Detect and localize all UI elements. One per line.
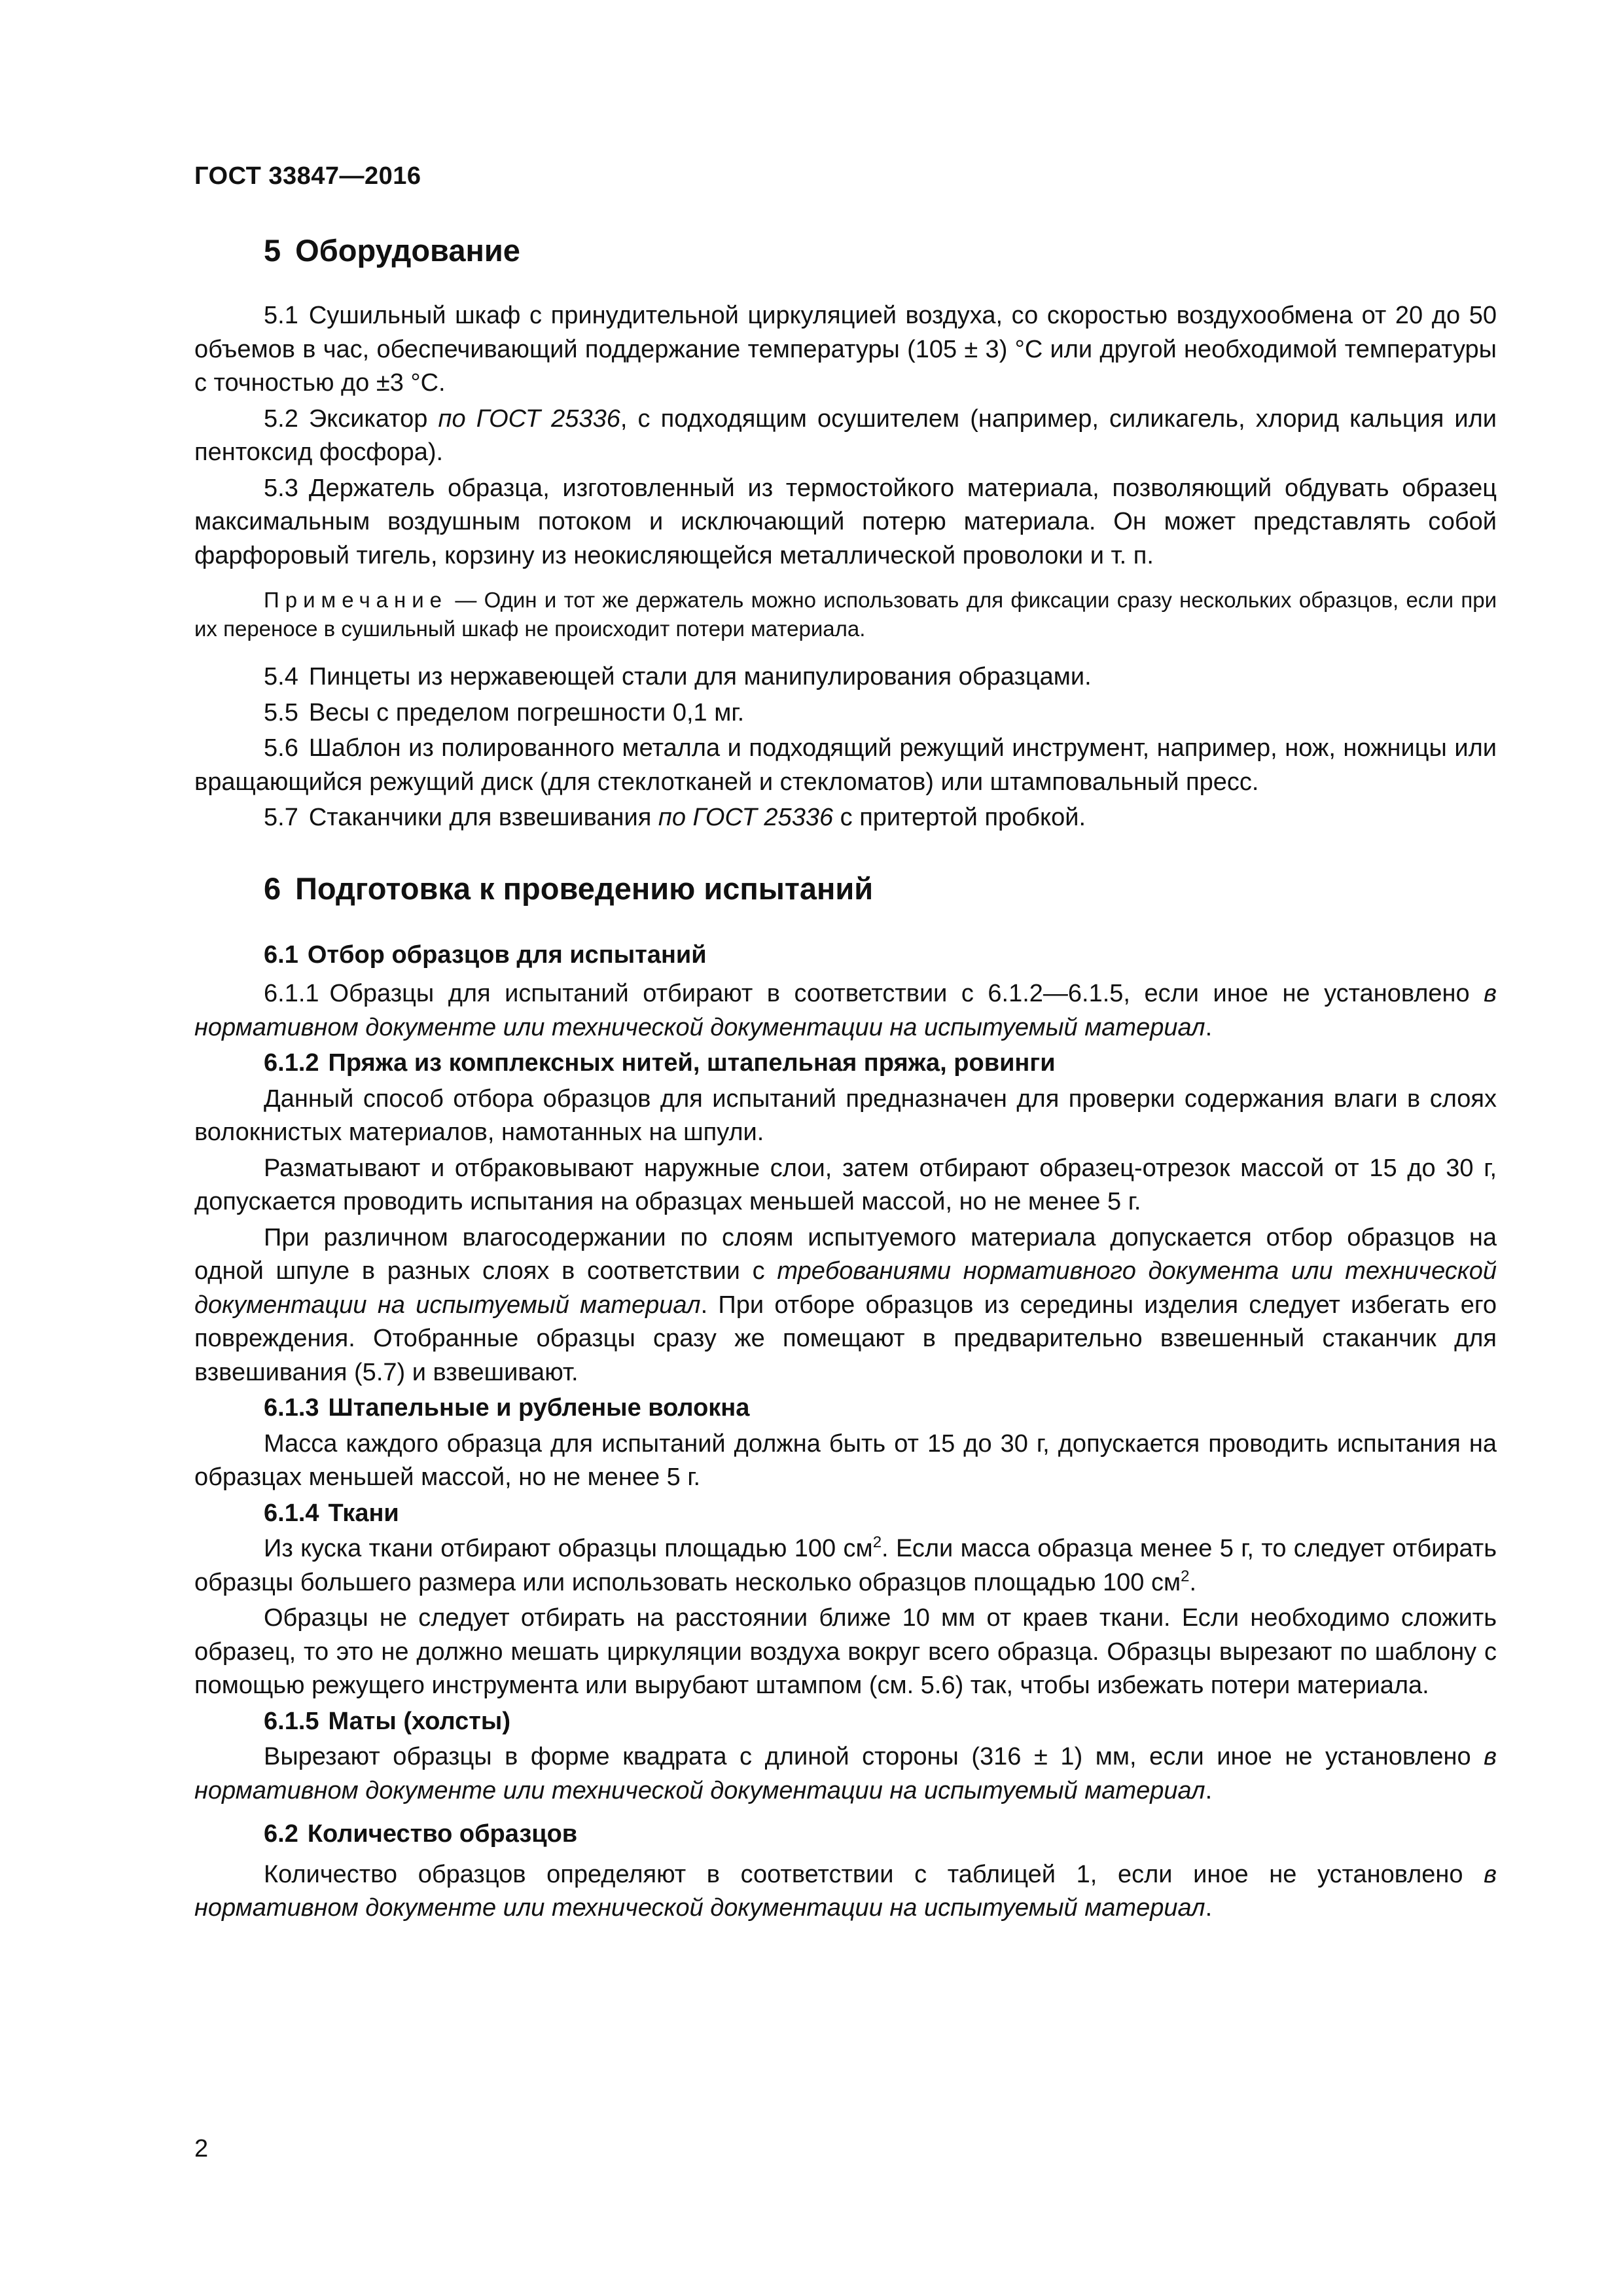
document-body xyxy=(194,224,1497,1928)
clause-number: 5.7 xyxy=(264,804,298,831)
document-reference: в нормативном документе или технической документации на испытуемый материал xyxy=(194,1860,1497,1922)
clause-number: 5.6 xyxy=(264,734,298,762)
page-number: 2 xyxy=(194,2135,209,2162)
clause-number: 5.1 xyxy=(264,302,298,329)
subsection-number: 6.1.4 xyxy=(264,1499,319,1527)
paragraph-text: . Если масса образца менее 5 г, то следует отбирать образцы большего размера или использовать несколько образцов площадью 100 см xyxy=(194,1535,1497,1596)
clause-text: Весы с пределом погрешности 0,1 мг. xyxy=(308,698,745,726)
clause-5-2 xyxy=(194,403,1497,470)
paragraph: Масса каждого образца для испытаний должна быть от 15 до 30 г, допускается проводить испытания на образцах меньшей массой, но не менее 5 г. xyxy=(194,1429,1497,1491)
subsection-6-2-heading xyxy=(194,1818,1497,1852)
subsection-number: 6.1 xyxy=(264,941,298,969)
paragraph-text: . xyxy=(1205,1894,1213,1922)
subsection-6-1-4-heading xyxy=(194,1497,1497,1531)
paragraph xyxy=(194,1532,1497,1600)
subsection-title: Штапельные и рубленые волокна xyxy=(328,1394,750,1422)
subsection-number: 6.1.5 xyxy=(264,1707,319,1735)
superscript: 2 xyxy=(872,1534,882,1551)
clause-number: 5.4 xyxy=(264,663,298,691)
note-text: — Один и тот же держатель можно использовать для фиксации сразу нескольких образцов, если при их переносе в сушильный шкаф не происходит потери материала. xyxy=(194,588,1497,641)
note xyxy=(194,586,1497,643)
note-label: Примечание xyxy=(264,588,448,612)
clause-5-7 xyxy=(194,801,1497,835)
subsection-6-1-heading xyxy=(194,939,1497,973)
paragraph-text: Вырезают образцы в форме квадрата с длиной стороны (316 ± 1) мм, если иное не установлено xyxy=(264,1743,1484,1770)
section-number: 6 xyxy=(264,870,281,906)
clause-text: Сушильный шкаф с принудительной циркуляцией воздуха, со скоростью воздухообмена от 20 до 50 объемов в час, обеспечивающий поддержание температуры (105 ± 3) °С или другой необходимой температуры с точностью до ±3 °С. xyxy=(194,302,1497,397)
document-reference: в нормативном документе или технической документации на испытуемый материал xyxy=(194,980,1497,1041)
subsection-number: 6.1.3 xyxy=(264,1394,319,1422)
section-title: Подготовка к проведению испытаний xyxy=(295,870,874,906)
paragraph-text: . xyxy=(1205,1776,1213,1804)
clause-text: Образцы для испытаний отбирают в соответствии с 6.1.2—6.1.5, если иное не установлено xyxy=(329,980,1484,1007)
section-6-heading xyxy=(194,868,1497,910)
document-header: ГОСТ 33847—2016 xyxy=(194,162,421,190)
clause-number: 6.1.1 xyxy=(264,980,319,1007)
paragraph xyxy=(194,1858,1497,1926)
standard-reference: по ГОСТ 25336 xyxy=(658,804,834,831)
clause-5-5 xyxy=(194,696,1497,730)
document-reference: в нормативном документе или технической документации на испытуемый материал xyxy=(194,1743,1497,1804)
section-5-heading xyxy=(194,230,1497,272)
clause-text: с притертой пробкой. xyxy=(833,804,1086,831)
superscript: 2 xyxy=(1181,1567,1190,1585)
paragraph-text: . При отборе образцов из середины изделия следует избегать его повреждения. Отобранные образцы сразу же помещают в предварительно взвешенный стаканчик для взвешивания (5.7) и взвешивают. xyxy=(194,1291,1497,1386)
standard-reference: по ГОСТ 25336 xyxy=(438,404,620,433)
clause-5-1 xyxy=(194,299,1497,401)
paragraph-text: Из куска ткани отбирают образцы площадью 100 см xyxy=(264,1535,873,1562)
paragraph: Данный способ отбора образцов для испытаний предназначен для проверки содержания влаги в слоях волокнистых материалов, намотанных на шпули. xyxy=(194,1085,1497,1146)
subsection-number: 6.1.2 xyxy=(264,1049,319,1077)
subsection-title: Количество образцов xyxy=(307,1820,578,1848)
clause-number: 5.5 xyxy=(264,698,298,726)
paragraph: Образцы не следует отбирать на расстоянии ближе 10 мм от краев ткани. Если необходимо сложить образец, то это не должно мешать циркуляции воздуха вокруг всего образца. Образцы вырезают по шаблону с помощью режущего инструмента или вырубают штампом (см. 5.6) так, чтобы избежать потери материала. xyxy=(194,1604,1497,1699)
subsection-title: Маты (холсты) xyxy=(328,1707,510,1735)
paragraph: Разматывают и отбраковывают наружные слои, затем отбирают образец-отрезок массой от 15 до 30 г, допускается проводить испытания на образцах меньшей массой, но не менее 5 г. xyxy=(194,1154,1497,1215)
section-title: Оборудование xyxy=(295,233,520,268)
clause-number: 5.2 xyxy=(264,404,298,433)
subsection-6-1-2-heading xyxy=(194,1047,1497,1081)
clause-text: Держатель образца, изготовленный из термостойкого материала, позволяющий обдувать образец максимальным воздушным потоком и исключающий потерю материала. Он может представлять собой фарфоровый тигель, корзину из неокисляющейся металлической проволоки и т. п. xyxy=(194,474,1497,569)
paragraph-text: Количество образцов определяют в соответствии с таблицей 1, если иное не установлено xyxy=(264,1860,1484,1888)
clause-text: Пинцеты из нержавеющей стали для манипулирования образцами. xyxy=(308,663,1092,691)
clause-5-4 xyxy=(194,660,1497,694)
paragraph-text: . xyxy=(1189,1568,1197,1596)
paragraph-text: При различном влагосодержании по слоям испытуемого материала допускается отбор образцов на одной шпуле в разных слоях в соответствии с xyxy=(194,1223,1497,1285)
subsection-title: Ткани xyxy=(328,1499,399,1527)
clause-5-3 xyxy=(194,472,1497,573)
clause-text: . xyxy=(1205,1013,1213,1041)
clause-text: , с подходящим осушителем (например, силикагель, хлорид кальция или пентоксид фосфора). xyxy=(194,404,1497,466)
clause-number: 5.3 xyxy=(264,474,298,502)
clause-text: Стаканчики для взвешивания xyxy=(308,804,658,831)
subsection-title: Пряжа из комплексных нитей, штапельная пряжа, ровинги xyxy=(328,1049,1056,1077)
subsection-6-1-3-heading xyxy=(194,1391,1497,1426)
section-number: 5 xyxy=(264,233,281,268)
subsection-number: 6.2 xyxy=(264,1820,298,1848)
subsection-6-1-5-heading xyxy=(194,1705,1497,1739)
clause-6-1-1 xyxy=(194,977,1497,1045)
paragraph xyxy=(194,1221,1497,1390)
clause-text: Шаблон из полированного металла и подходящий режущий инструмент, например, нож, ножницы или вращающийся режущий диск (для стеклотканей и стекломатов) или штамповальный пресс. xyxy=(194,734,1497,796)
paragraph xyxy=(194,1740,1497,1808)
clause-text: Эксикатор xyxy=(308,404,438,433)
document-reference: требованиями нормативного документа или технической документации на испытуемый материал xyxy=(194,1257,1497,1319)
clause-5-6 xyxy=(194,732,1497,799)
subsection-title: Отбор образцов для испытаний xyxy=(307,941,707,969)
